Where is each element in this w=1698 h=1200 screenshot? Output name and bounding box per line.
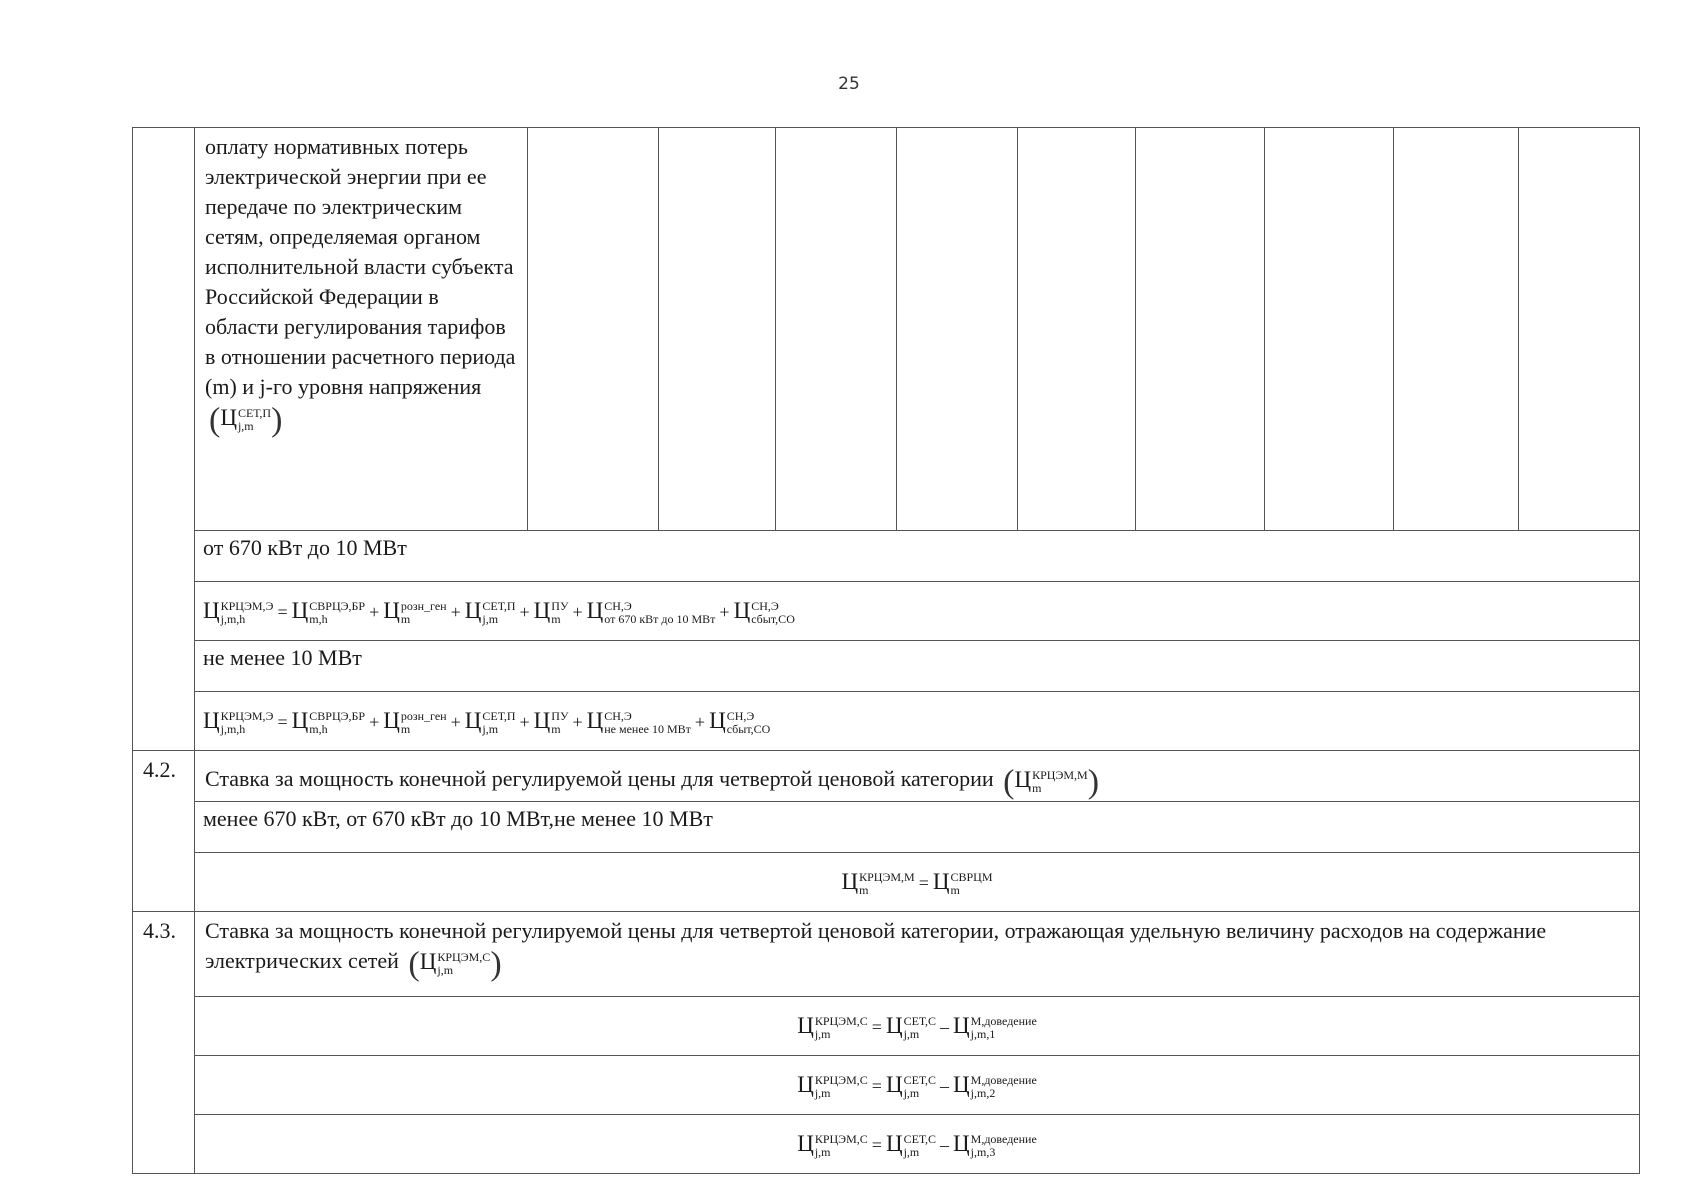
range-label: менее 670 кВт, от 670 кВт до 10 МВт,не менее 10 МВт bbox=[195, 802, 1640, 853]
symbol-sub: j,m bbox=[903, 1026, 920, 1041]
empty-cell bbox=[659, 128, 776, 531]
symbol-base: Ц bbox=[291, 707, 309, 733]
formula-cell bbox=[195, 1056, 1640, 1115]
symbol-sub: j,m,3 bbox=[970, 1144, 996, 1159]
operator: + bbox=[694, 711, 706, 732]
symbol-sub: j,m,1 bbox=[970, 1026, 996, 1041]
symbol-sup: СЕТ,С bbox=[903, 1131, 937, 1146]
formula bbox=[797, 1130, 1037, 1159]
symbol-sup: М,доведение bbox=[970, 1013, 1037, 1028]
table-row bbox=[133, 641, 1640, 692]
row-title-cell bbox=[195, 751, 1640, 802]
table-row bbox=[133, 1056, 1640, 1115]
symbol-sub: m bbox=[859, 882, 869, 897]
row-title: Ставка за мощность конечной регулируемой цены для четвертой ценовой категории bbox=[205, 765, 994, 791]
symbol-sub: j,m bbox=[903, 1144, 920, 1159]
equals-sign: = bbox=[871, 1016, 882, 1037]
symbol-sup: М,доведение bbox=[970, 1131, 1037, 1146]
symbol-sup: КРЦЭМ,Э bbox=[220, 708, 274, 723]
symbol-sup: КРЦЭМ,С bbox=[814, 1072, 868, 1087]
empty-cell bbox=[897, 128, 1018, 531]
symbol-sup: ПУ bbox=[551, 708, 569, 723]
row-number-cell bbox=[133, 128, 195, 751]
formula bbox=[203, 597, 795, 626]
symbol-base: Ц bbox=[464, 597, 482, 623]
symbol-base: Ц bbox=[953, 1071, 970, 1097]
symbol-sup: КРЦЭМ,С bbox=[814, 1013, 868, 1028]
symbol-base: Ц bbox=[291, 597, 309, 623]
formula-cell bbox=[195, 692, 1640, 751]
symbol-base: Ц bbox=[586, 707, 604, 733]
symbol-sup: СВРЦЭ,БР bbox=[309, 598, 366, 613]
table-row bbox=[133, 912, 1640, 997]
operator: – bbox=[940, 1075, 950, 1096]
symbol-sup: СЕТ,П bbox=[482, 598, 516, 613]
symbol-sup: СН,Э bbox=[604, 708, 632, 723]
table-row bbox=[133, 582, 1640, 641]
symbol-sup: розн_ген bbox=[400, 598, 447, 613]
operator: + bbox=[369, 711, 380, 732]
symbol-sub: j,m,h bbox=[220, 721, 246, 736]
equals-sign: = bbox=[277, 601, 288, 622]
row-number: 4.2. bbox=[133, 751, 195, 912]
operator: + bbox=[572, 601, 583, 622]
symbol-sup: СЕТ,С bbox=[903, 1072, 937, 1087]
symbol-sup: КРЦЭМ,Э bbox=[220, 598, 274, 613]
symbol-sub: сбыт,СО bbox=[751, 611, 795, 626]
symbol-sup: СН,Э bbox=[751, 598, 779, 613]
symbol-base: Ц bbox=[203, 707, 220, 733]
formula bbox=[203, 707, 771, 736]
page-number: 25 bbox=[838, 74, 860, 94]
operator: + bbox=[369, 601, 380, 622]
formula bbox=[797, 1012, 1037, 1041]
symbol-sup: СН,Э bbox=[726, 708, 755, 723]
formula bbox=[797, 1071, 1037, 1100]
description-text: оплату нормативных потерь электрической энергии при ее передаче по электрическим сетям, определяемая органом исполнительной власти субъекта Российской Федерации в области регулирования тарифов в отношении расчетного периода (m) и j-го уровня напряжения bbox=[205, 134, 516, 399]
equals-sign: = bbox=[871, 1075, 882, 1096]
symbol-inline: (Ц КРЦЭМ,М m ) bbox=[1003, 763, 1100, 800]
equals-sign: = bbox=[277, 711, 288, 732]
description-cell bbox=[195, 128, 528, 531]
symbol-sup: СВРЦМ bbox=[950, 869, 993, 884]
operator: – bbox=[940, 1134, 950, 1155]
symbol-base: Ц bbox=[885, 1012, 903, 1038]
empty-cell bbox=[1519, 128, 1640, 531]
symbol-sub: m,h bbox=[309, 611, 328, 626]
formula-cell bbox=[195, 997, 1640, 1056]
table-row bbox=[133, 853, 1640, 912]
equals-sign: = bbox=[871, 1134, 882, 1155]
symbol-base: Ц bbox=[932, 868, 950, 894]
symbol-base: Ц bbox=[733, 597, 751, 623]
symbol-sub: j,m bbox=[814, 1144, 831, 1159]
tariff-table bbox=[132, 127, 1640, 1174]
formula bbox=[841, 868, 993, 897]
symbol-base: Ц bbox=[709, 707, 726, 733]
table-row bbox=[133, 1115, 1640, 1174]
operator: + bbox=[572, 711, 583, 732]
empty-cell bbox=[1394, 128, 1519, 531]
formula-cell bbox=[195, 853, 1640, 912]
range-label: от 670 кВт до 10 МВт bbox=[195, 531, 1640, 582]
operator: + bbox=[450, 601, 461, 622]
symbol-sub: j,m bbox=[814, 1026, 831, 1041]
range-label: не менее 10 МВт bbox=[195, 641, 1640, 692]
operator: + bbox=[450, 711, 461, 732]
symbol-sub: j,m,h bbox=[220, 611, 246, 626]
symbol-base: Ц bbox=[383, 707, 400, 733]
operator: + bbox=[719, 601, 730, 622]
symbol-sub: m bbox=[551, 721, 561, 736]
symbol-sub: j,m,2 bbox=[970, 1085, 996, 1100]
symbol-inline: (Ц СЕТ,П j,m ) bbox=[209, 401, 283, 439]
row-title: Ставка за мощность конечной регулируемой цены для четвертой ценовой категории, отражающая удельную величину расходов на содержание электрических сетей bbox=[205, 918, 1547, 973]
symbol-base: Ц bbox=[464, 707, 482, 733]
operator: – bbox=[940, 1016, 950, 1037]
symbol-sub: j,m bbox=[482, 721, 499, 736]
symbol-base: Ц bbox=[885, 1071, 903, 1097]
symbol-sub: от 670 кВт до 10 МВт bbox=[604, 611, 716, 626]
symbol-inline: (Ц КРЦЭМ,С j,m ) bbox=[408, 945, 502, 983]
empty-cell bbox=[776, 128, 897, 531]
symbol-base: Ц bbox=[533, 597, 551, 623]
empty-cell bbox=[528, 128, 659, 531]
operator: + bbox=[519, 711, 530, 732]
symbol-base: Ц bbox=[797, 1071, 814, 1097]
formula-cell bbox=[195, 1115, 1640, 1174]
symbol-sup: КРЦЭМ,С bbox=[814, 1131, 868, 1146]
table-row bbox=[133, 128, 1640, 531]
symbol-base: Ц bbox=[586, 597, 604, 623]
symbol-sup: СЕТ,П bbox=[482, 708, 516, 723]
empty-cell bbox=[1265, 128, 1394, 531]
empty-cell bbox=[1136, 128, 1265, 531]
row-title-cell bbox=[195, 912, 1640, 997]
symbol-base: Ц bbox=[203, 597, 220, 623]
symbol-sup: М,доведение bbox=[970, 1072, 1037, 1087]
symbol-sub: m bbox=[551, 611, 561, 626]
symbol-sup: КРЦЭМ,М bbox=[859, 869, 915, 884]
symbol-base: Ц bbox=[533, 707, 551, 733]
symbol-sub: сбыт,СО bbox=[726, 721, 771, 736]
table-row bbox=[133, 802, 1640, 853]
symbol-sup: СЕТ,С bbox=[903, 1013, 937, 1028]
table-row bbox=[133, 751, 1640, 802]
equals-sign: = bbox=[918, 872, 929, 893]
symbol-base: Ц bbox=[797, 1130, 814, 1156]
table-row bbox=[133, 692, 1640, 751]
formula-cell bbox=[195, 582, 1640, 641]
symbol-base: Ц bbox=[953, 1130, 970, 1156]
symbol-base: Ц bbox=[885, 1130, 903, 1156]
symbol-sub: m bbox=[400, 611, 411, 626]
symbol-sup: СВРЦЭ,БР bbox=[309, 708, 366, 723]
symbol-base: Ц bbox=[383, 597, 400, 623]
symbol-sub: j,m bbox=[482, 611, 499, 626]
symbol-sub: не менее 10 МВт bbox=[604, 721, 691, 736]
symbol-sub: m bbox=[950, 882, 960, 897]
empty-cell bbox=[1018, 128, 1136, 531]
symbol-base: Ц bbox=[953, 1012, 970, 1038]
symbol-sup: розн_ген bbox=[400, 708, 447, 723]
table-row bbox=[133, 531, 1640, 582]
symbol-sub: m,h bbox=[309, 721, 328, 736]
symbol-sub: m bbox=[400, 721, 411, 736]
table-row bbox=[133, 997, 1640, 1056]
operator: + bbox=[519, 601, 530, 622]
symbol-sup: ПУ bbox=[551, 598, 569, 613]
symbol-base: Ц bbox=[797, 1012, 814, 1038]
symbol-base: Ц bbox=[841, 868, 859, 894]
symbol-sup: СН,Э bbox=[604, 598, 632, 613]
row-number: 4.3. bbox=[133, 912, 195, 1174]
symbol-sub: j,m bbox=[814, 1085, 831, 1100]
symbol-sub: j,m bbox=[903, 1085, 920, 1100]
